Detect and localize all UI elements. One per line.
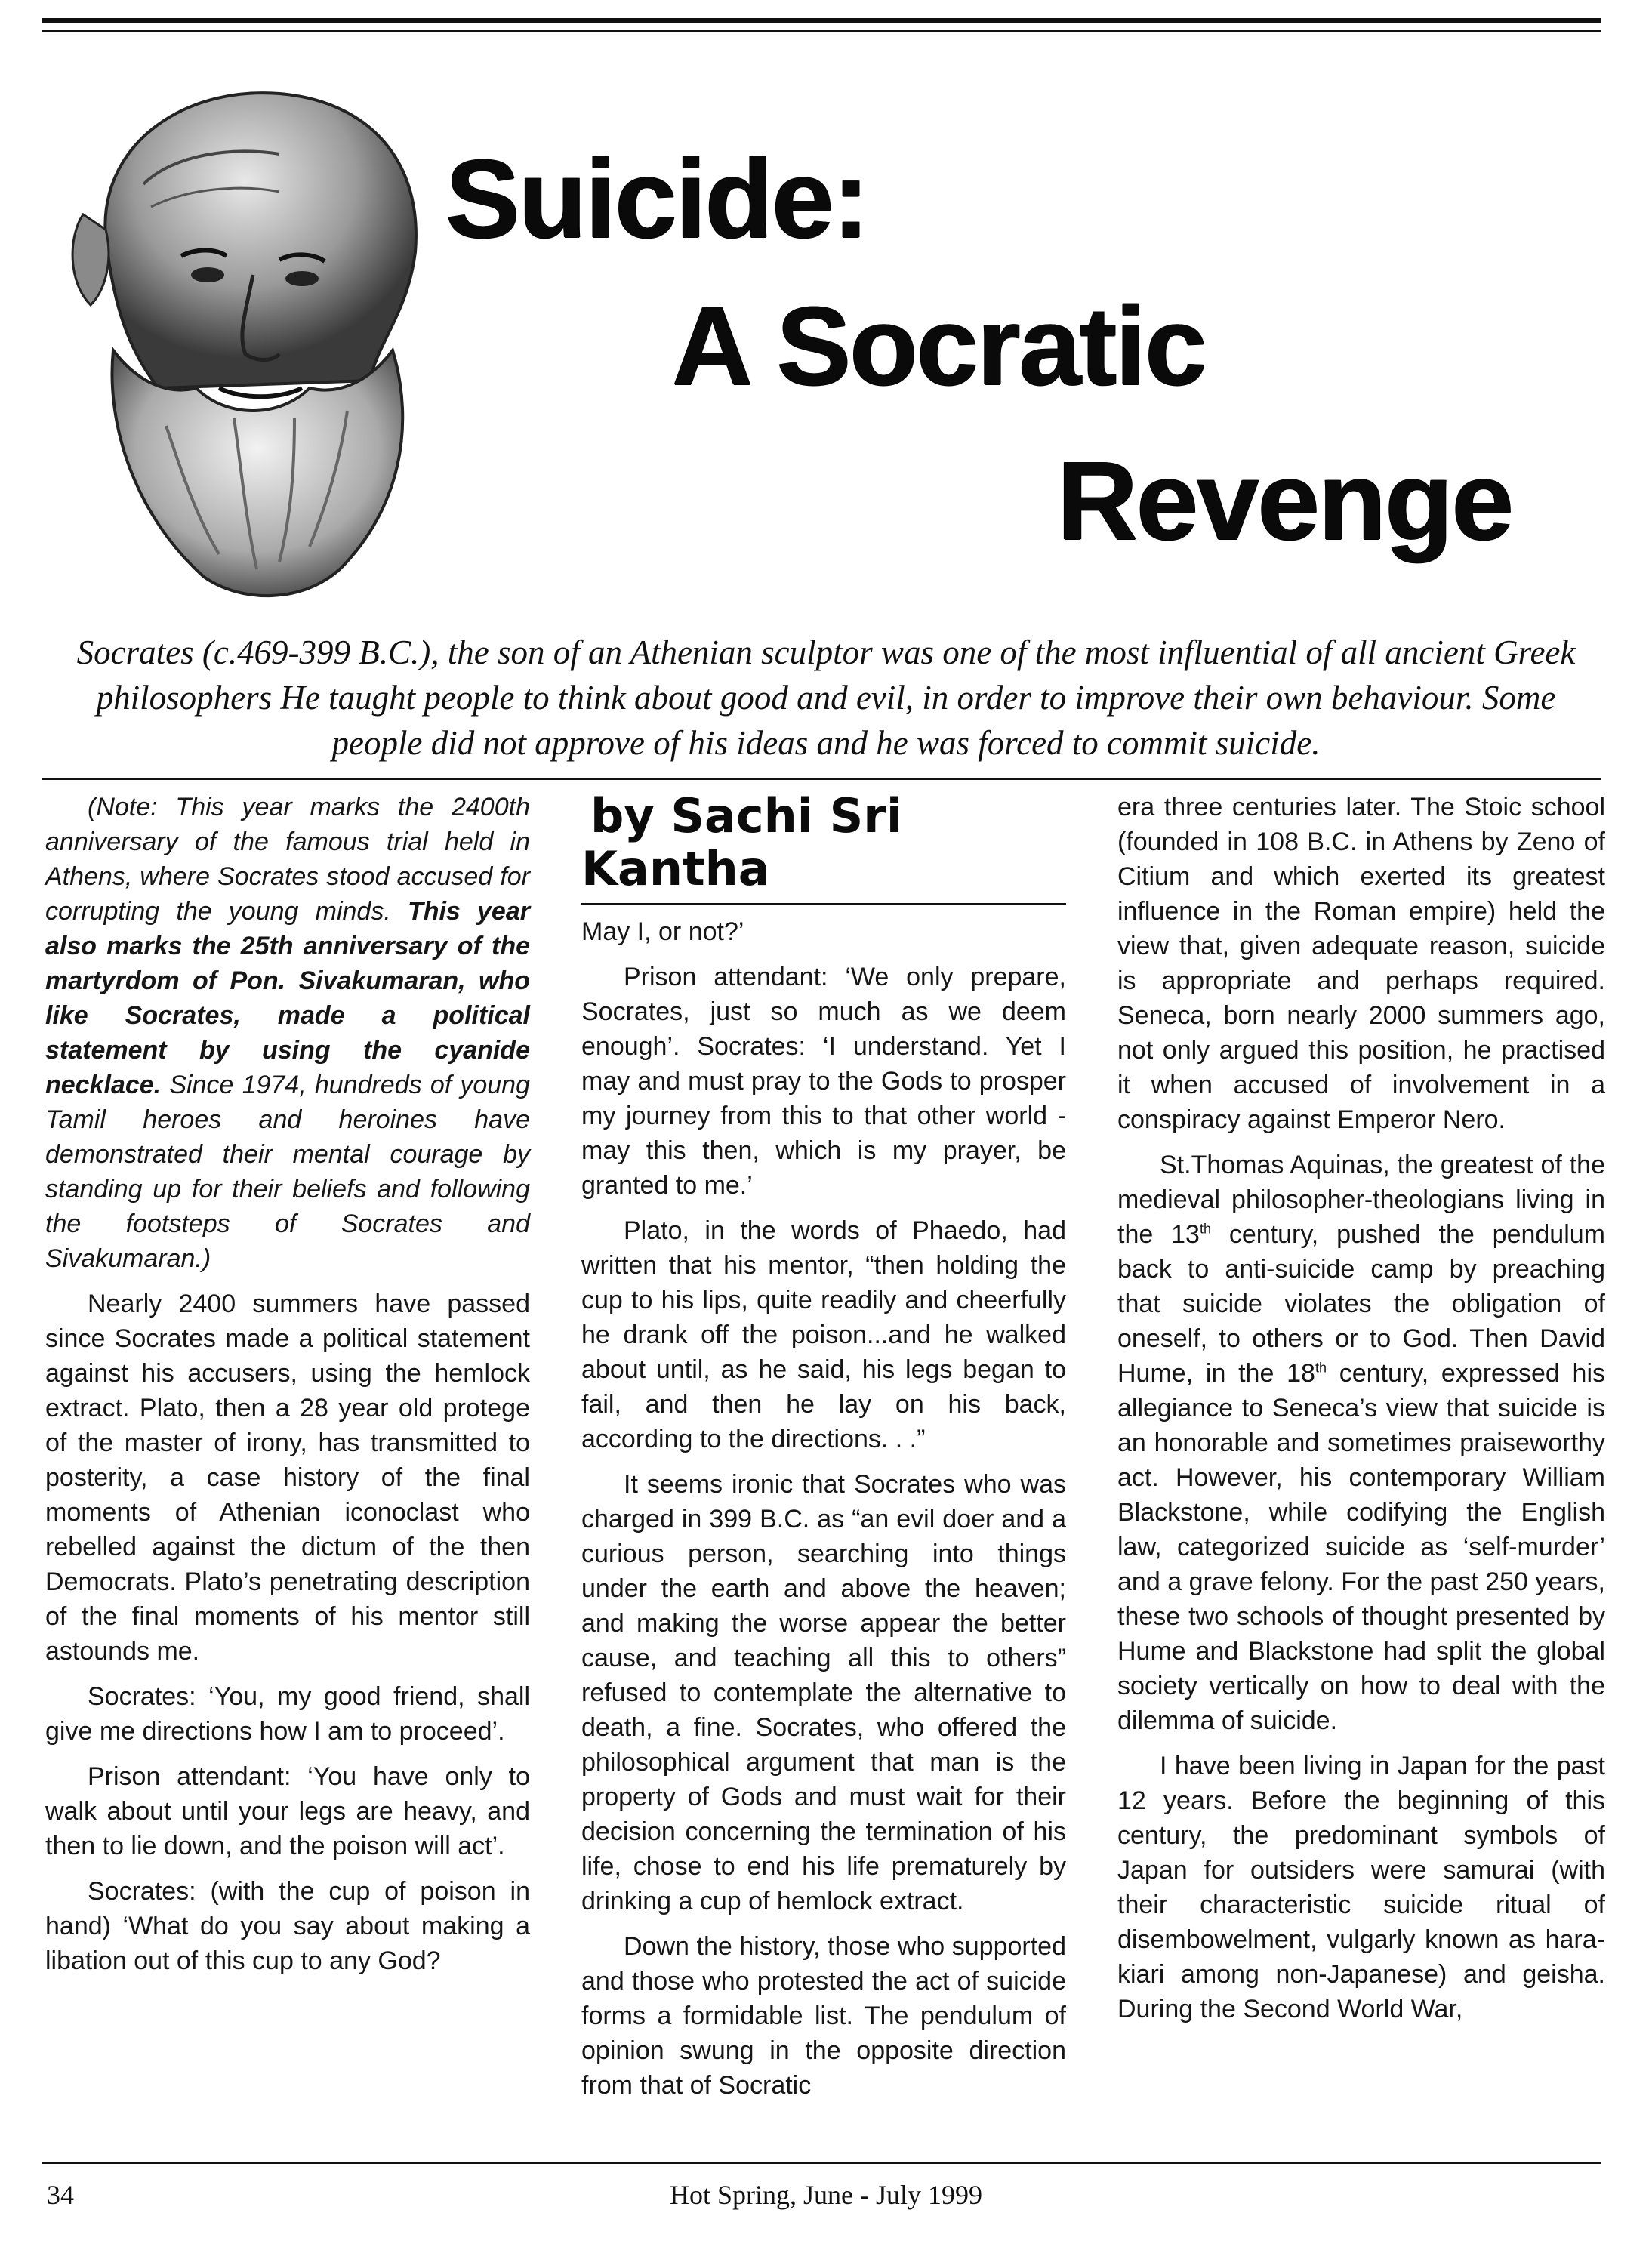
paragraph (1117, 1148, 1605, 1738)
publication-footer: Hot Spring, June - July 1999 (670, 2180, 982, 2210)
note-text-bold: This year also marks the 25th anniversary of the martyrdom of Pon. Sivakumaran, who like Socrates, made a political statement by using the cyanide necklace. (45, 897, 530, 1099)
column-2 (581, 790, 1066, 2113)
column-3 (1117, 790, 1605, 2037)
paragraph: I have been living in Japan for the past 12 years. Before the beginning of this century, the predominant symbols of Japan for outsiders were samurai (with their characteristic suicide ritual of disembowelment, vulgarly known as hara-kiari among non-Japanese) and geisha. During the Second World War, (1117, 1752, 1605, 2023)
superscript: th (1199, 1221, 1211, 1237)
title-line-1: Suicide: (445, 137, 868, 261)
note-text-1: (Note: This year marks the 2400th anniversary of the famous trial held in Athens, where Socrates stood accused for corrupting the young minds. (45, 793, 530, 926)
paragraph: Nearly 2400 summers have passed since Socrates made a political statement against his accusers, using the hemlock extract. Plato, then a 28 year old protege of the master of irony, has transmitted to posterity, a case history of the final moments of Athenian iconoclast who rebelled against the dictum of the then Democrats. Plato’s penetrating description of the final moments of his mentor still astounds me. (45, 1290, 530, 1666)
text-run: century, expressed his allegiance to Seneca’s view that suicide is an honorable and sometimes praiseworthy act. However, his contemporary William Blackstone, while codifying the English law, categorized suicide as ‘self-murder’ and a grave felony. For the past 250 years, these two schools of thought presented by Hume and Blackstone had split the global society vertically on how to deal with the dilemma of suicide. (1117, 1359, 1606, 1735)
title-line-3: Revenge (1057, 439, 1512, 563)
title-line-2: A Socratic (672, 284, 1206, 408)
paragraph: May I, or not?’ (581, 917, 744, 946)
paragraph: Prison attendant: ‘We only prepare, Socrates, just so much as we deem enough’. Socrates: ‘I understand. Yet I may and must pray to the Gods to prosper my journey from this to that other world - may this then, which is my prayer, be granted to me.’ (581, 963, 1066, 1200)
caption-rule (42, 778, 1601, 780)
top-rule-thin (42, 30, 1601, 32)
note-text-2: Since 1974, hundreds of young Tamil heroes and heroines have demonstrated their mental courage by standing up for their beliefs and following the footsteps of Socrates and Sivakumaran.) (45, 1071, 531, 1273)
column-1 (45, 790, 530, 1989)
paragraph: Socrates: ‘You, my good friend, shall give me directions how I am to proceed’. (45, 1682, 530, 1746)
superscript: th (1315, 1360, 1327, 1376)
paragraph: Socrates: (with the cup of poison in hand) ‘What do you say about making a libation out of this cup to any God? (45, 1877, 530, 1975)
author-byline: by Sachi Sri Kantha (581, 790, 1066, 905)
paragraph: Plato, in the words of Phaedo, had written that his mentor, “then holding the cup to his lips, quite readily and cheerfully he drank off the poison...and he walked about until, as he said, his legs began to fail, and then he lay on his back, according to the directions. . .” (581, 1216, 1066, 1453)
paragraph: era three centuries later. The Stoic school (founded in 108 B.C. in Athens by Zeno of Citium and which exerted its greatest influence in the Roman empire) held the view that, given adequate reason, suicide is appropriate and perhaps required. Seneca, born nearly 2000 summers ago, not only argued this position, he practised it when accused of involvement in a conspiracy against Emperor Nero. (1117, 793, 1605, 1134)
image-caption: Socrates (c.469-399 B.C.), the son of an Athenian sculptor was one of the most influential of all ancient Greek philosophers He taught people to think about good and evil, in order to improve their own behaviour. Some people did not approve of his ideas and he was forced to commit suicide. (76, 633, 1576, 762)
page-number: 34 (47, 2180, 74, 2210)
paragraph: Prison attendant: ‘You have only to walk about until your legs are heavy, and then to lie down, and the poison will act’. (45, 1762, 530, 1860)
footer-rule (42, 2162, 1601, 2164)
socrates-portrait (53, 63, 445, 607)
paragraph: It seems ironic that Socrates who was charged in 399 B.C. as “an evil doer and a curious person, searching into things under the earth and above the heaven; and making the worse appear the better cause, and teaching all this to others” refused to contemplate the alternative to death, a fine. Socrates, who offered the philosophical argument that man is the property of Gods and must wait for their decision concerning the termination of his life, chose to end his life prematurely by drinking a cup of hemlock extract. (581, 1470, 1066, 1916)
text-run: St.Thomas Aquinas, the greatest of the medieval philosopher-theologians living in the 13 (1117, 1151, 1605, 1249)
top-rule-thick (42, 18, 1601, 23)
editor-note (45, 790, 530, 1276)
paragraph: Down the history, those who supported and those who protested the act of suicide forms a formidable list. The pendulum of opinion swung in the opposite direction from that of Socratic (581, 1932, 1066, 2100)
text-run: century, pushed the pendulum back to anti-suicide camp by preaching that suicide violates the obligation of oneself, to others or to God. Then David Hume, in the 18 (1117, 1220, 1605, 1388)
